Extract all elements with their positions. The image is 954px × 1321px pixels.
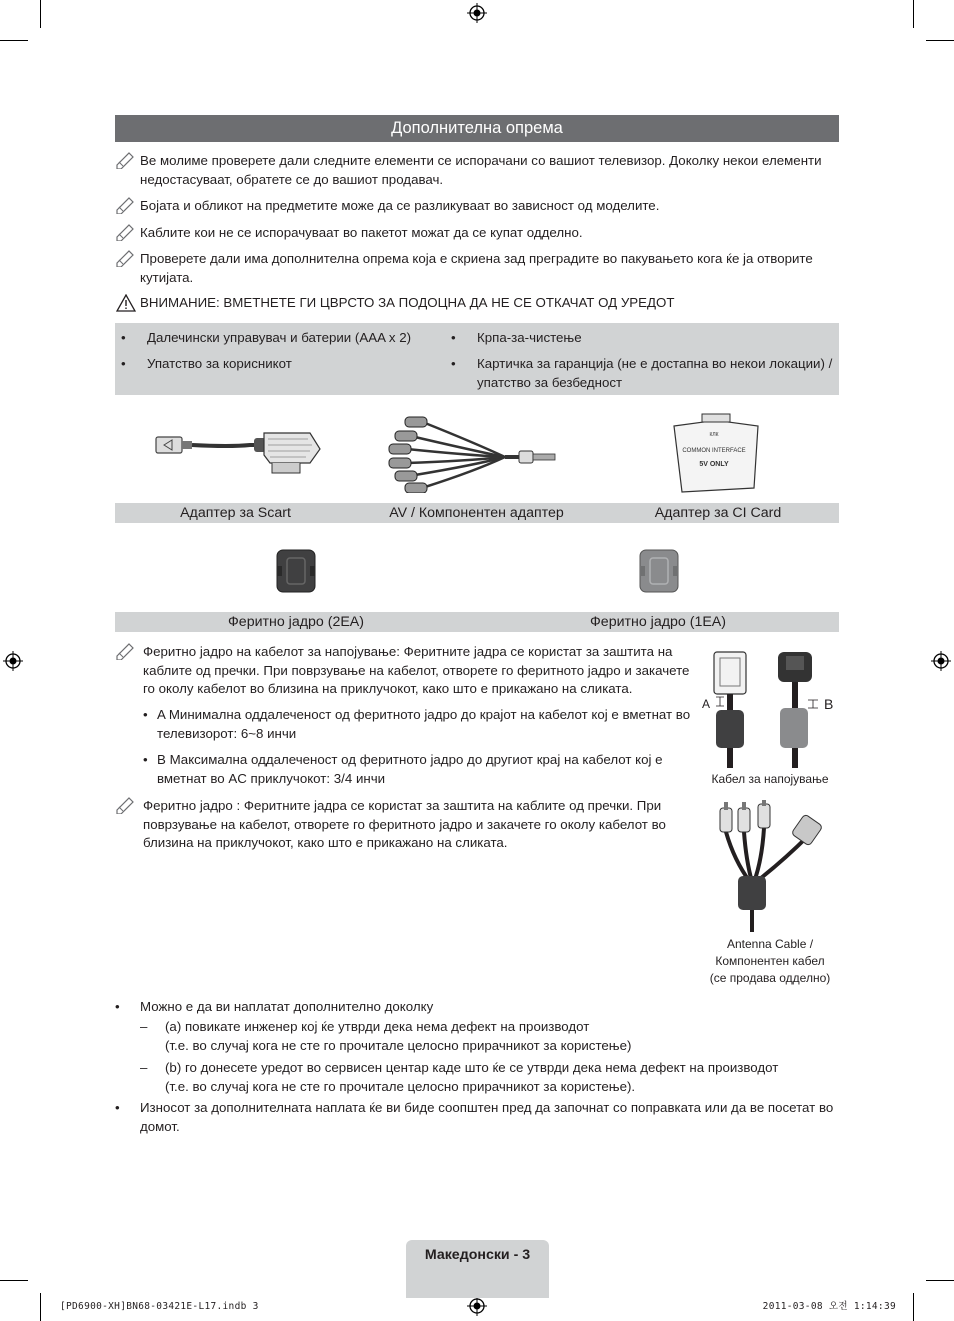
ferrite-caption-bar (115, 612, 839, 632)
warning (115, 293, 839, 313)
svg-text:COMMON INTERFACE: COMMON INTERFACE (682, 448, 746, 454)
note-pencil-icon (115, 194, 137, 214)
crop-mark (40, 0, 41, 28)
note-text: Каблите кои не се испорачуваат во пакетот можат да се купат одделно. (140, 225, 583, 240)
ferrite-caption: Феритно јадро (2EA) (228, 614, 364, 630)
section-title: Дополнителна опрема (115, 115, 839, 142)
av-component-adapter-image (385, 413, 565, 493)
ci-card-adapter-image (668, 412, 764, 496)
list-item: • B Максимална оддалеченост од феритното јадро до другиот крај на кабелот кој е вметнат во AC приклучокот: 3/4 инчи (143, 752, 663, 786)
list-item: • A Минимална оддалеченост од феритното јадро до крајот на кабелот кој е вметнат во телевизорот: 6~8 инчи (143, 707, 691, 741)
note-text: Бојата и обликот на предметите може да се разликуваат во зависност од моделите. (140, 198, 660, 213)
antenna-component-cable-image (700, 800, 840, 934)
bullet: • (451, 356, 456, 371)
bullet: • (143, 707, 148, 722)
ferrite-core-dark-image (275, 548, 317, 594)
registration-mark-icon (931, 651, 951, 671)
registration-mark-icon (3, 651, 23, 671)
svg-text:B: B (824, 696, 834, 712)
svg-text:A: A (702, 697, 711, 711)
bullet: • (143, 752, 148, 767)
svg-text:КЛК: КЛК (709, 432, 719, 438)
power-cable-ferrite-image (700, 648, 840, 770)
bullet: • (121, 330, 126, 345)
crop-mark (40, 1293, 41, 1321)
power-cable-caption: Кабел за напојување (711, 772, 829, 786)
scart-adapter-image (150, 425, 330, 485)
ferrite-power-note: Феритно јадро на кабелот за напојување: Феритните јадра се користат за заштита на каблите од пречки. При поврзување на кабелот, отворете го феритното јадро и закачете го околу кабелот во близина на приклучокот, како што е прикажано на сликата. (115, 643, 695, 699)
registration-mark-icon (467, 1296, 487, 1316)
bullet: • (121, 356, 126, 371)
registration-mark-icon (467, 3, 487, 23)
label-b: B (157, 752, 166, 767)
svg-text:5V ONLY: 5V ONLY (699, 461, 729, 468)
adapter-caption: Адаптер за CI Card (654, 505, 782, 521)
bullet: • (451, 330, 456, 345)
page-number-tab: Македонски - 3 (406, 1240, 549, 1298)
crop-mark (0, 40, 28, 41)
bullet: • (115, 1100, 120, 1115)
note-pencil-icon (115, 149, 137, 169)
note (115, 224, 839, 243)
note (115, 197, 839, 216)
ferrite-caption: Феритно јадро (1EA) (590, 614, 726, 630)
note-pencil-icon (115, 640, 137, 660)
adapter-caption: AV / Компонентен адаптер (389, 505, 564, 521)
label-a: A (157, 707, 166, 722)
ferrite-note: Феритно јадро : Феритните јадра се користат за заштита на каблите од пречки. При поврзување на кабелот, отворете го феритното јадро и закачете го околу кабелот во близина на приклучокот, како што е прикажано на сликата. (115, 797, 680, 853)
bullet: • (115, 999, 120, 1014)
note-text: Ве молиме проверете дали следните елементи се испорачани со вашиот телевизор. Доколку некои елементи недостасуваат, обратете се до вашиот продавач. (140, 153, 822, 187)
warning-text: ВНИМАНИЕ: ВМЕТНЕТЕ ГИ ЦВРСТО ЗА ПОДОЦНА ДА НЕ СЕ ОТКАЧАТ ОД УРЕДОТ (140, 295, 675, 310)
note (115, 152, 839, 189)
footer-timestamp: 2011-03-08 오전 1:14:39 (762, 1301, 896, 1312)
antenna-cable-caption: Antenna Cable / Компонентен кабел (се продава одделно) (709, 937, 831, 985)
crop-mark (0, 1280, 28, 1281)
dash: – (140, 1060, 148, 1075)
included-items: • Далечински управувач и батерии (AAA x 2) • Упатство за корисникот • Крпа-за-чистење • Картичка за гаранција (не е достапна во некои локации) / упатство за безбедност (115, 323, 839, 395)
note-pencil-icon (115, 221, 137, 241)
ferrite-core-grey-image (638, 548, 680, 594)
crop-mark (913, 1293, 914, 1321)
crop-mark (926, 40, 954, 41)
footer-file-info: [PD6900-XH]BN68-03421E-L17.indb 3 (60, 1301, 259, 1312)
note-pencil-icon (115, 247, 137, 267)
adapter-caption: Адаптер за Scart (180, 505, 291, 521)
warning-triangle-icon (116, 294, 136, 312)
adapter-caption-bar (115, 503, 839, 523)
dash: – (140, 1019, 148, 1034)
note (115, 250, 839, 287)
note-text: Проверете дали има дополнителна опрема која е скриена зад преградите во пакувањето кога ќе ја отворите кутијата. (140, 251, 813, 285)
crop-mark (913, 0, 914, 28)
crop-mark (926, 1280, 954, 1281)
note-pencil-icon (115, 794, 137, 814)
